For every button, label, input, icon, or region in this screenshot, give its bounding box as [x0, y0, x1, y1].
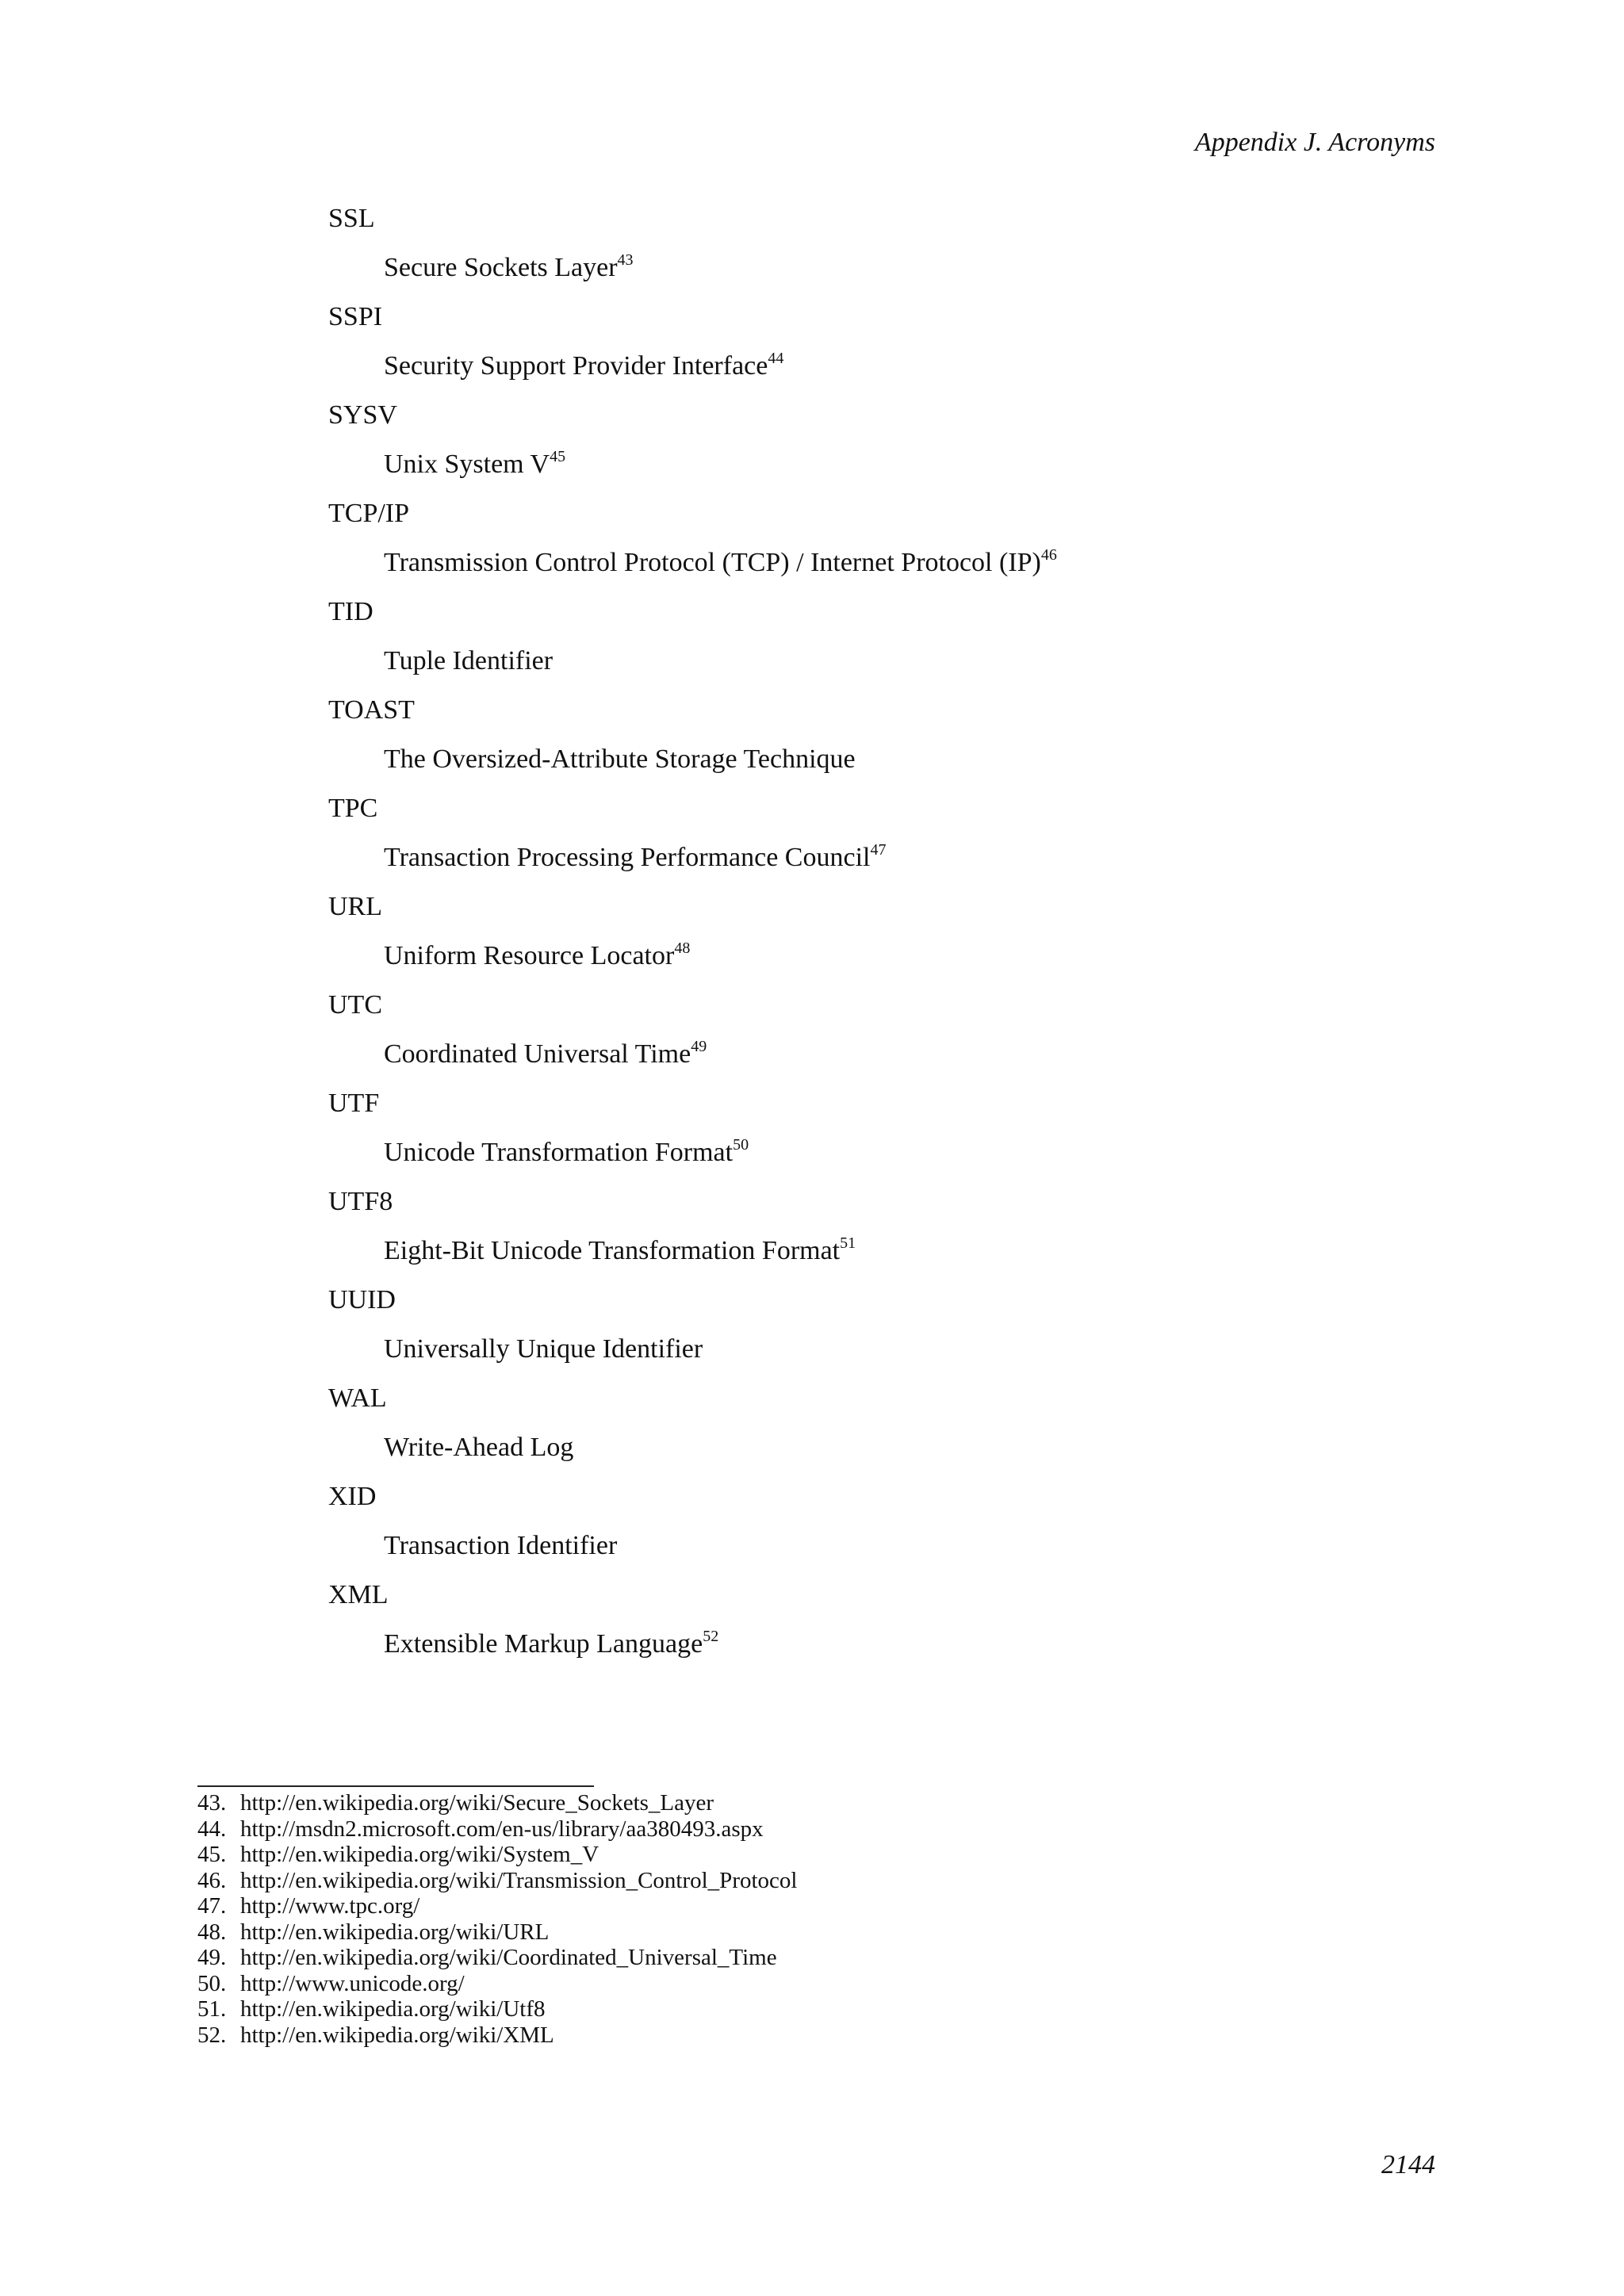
acronym-list [328, 194, 1518, 1669]
page-number: 2144 [1381, 2150, 1435, 2179]
definition-text: Eight-Bit Unicode Transformation Format [384, 1236, 841, 1265]
footnote-link[interactable]: http://en.wikipedia.org/wiki/URL [240, 1919, 550, 1945]
footnote-number: 48. [197, 1919, 227, 1945]
acronym-definition [328, 243, 1518, 293]
definition-text: Uniform Resource Locator [384, 941, 675, 970]
acronym-definition [328, 1325, 1518, 1374]
acronym-term: SYSV [328, 400, 397, 430]
footnote-link[interactable]: http://www.unicode.org/ [240, 1970, 465, 1996]
footnote-number: 44. [197, 1816, 227, 1842]
definition-text: Tuple Identifier [384, 646, 553, 675]
acronym-definition [328, 735, 1518, 784]
footnote-list [197, 1790, 1149, 2048]
acronym-entry [328, 194, 1518, 293]
acronym-term: UTC [328, 990, 382, 1020]
footnote-item [197, 1996, 1149, 2022]
acronym-term: TCP/IP [328, 499, 410, 528]
acronym-entry [328, 784, 1518, 882]
acronym-entry [328, 1079, 1518, 1177]
acronym-definition [328, 1521, 1518, 1571]
acronym-definition [328, 1030, 1518, 1079]
footnote-ref[interactable]: 48 [674, 939, 691, 957]
acronym-term: TID [328, 597, 373, 626]
acronym-definition [328, 637, 1518, 686]
acronym-term: XID [328, 1482, 377, 1511]
footnote-number: 43. [197, 1790, 227, 1816]
footnote-link[interactable]: http://en.wikipedia.org/wiki/Coordinated_Universal_Time [240, 1945, 777, 1970]
acronym-term: SSPI [328, 302, 383, 331]
footnote-item [197, 1816, 1149, 1843]
running-header: Appendix J. Acronyms [1194, 128, 1435, 157]
footnote-ref[interactable]: 46 [1040, 546, 1057, 564]
acronym-term: XML [328, 1580, 389, 1609]
acronym-term: UTF8 [328, 1187, 393, 1216]
definition-text: Universally Unique Identifier [384, 1334, 703, 1364]
footnote-number: 49. [197, 1945, 227, 1970]
definition-text: Transaction Identifier [384, 1531, 618, 1560]
acronym-definition [328, 538, 1518, 587]
acronym-definition [328, 440, 1518, 489]
footnote-ref[interactable]: 44 [768, 350, 784, 367]
footnote-item [197, 2022, 1149, 2049]
acronym-entry [328, 686, 1518, 784]
definition-text: Unicode Transformation Format [384, 1138, 733, 1167]
footnote-ref[interactable]: 49 [691, 1038, 707, 1055]
footnote-number: 46. [197, 1867, 227, 1893]
acronym-entry [328, 489, 1518, 587]
acronym-definition [328, 1226, 1518, 1276]
acronym-definition [328, 932, 1518, 981]
definition-text: Transmission Control Protocol (TCP) / Internet Protocol (IP) [384, 548, 1041, 577]
footnote-divider [197, 1785, 594, 1787]
footnote-ref[interactable]: 51 [840, 1234, 856, 1252]
footnote-ref[interactable]: 50 [733, 1136, 749, 1154]
acronym-term: SSL [328, 204, 375, 233]
footnote-link[interactable]: http://en.wikipedia.org/wiki/XML [240, 2022, 554, 2048]
footnote-link[interactable]: http://en.wikipedia.org/wiki/Secure_Sockets_Layer [240, 1790, 714, 1816]
footnote-link[interactable]: http://www.tpc.org/ [240, 1893, 420, 1919]
footnote-item [197, 1919, 1149, 1946]
acronym-entry [328, 293, 1518, 391]
acronym-entry [328, 391, 1518, 489]
acronym-entry [328, 882, 1518, 981]
acronym-term: TOAST [328, 695, 415, 725]
definition-text: Coordinated Universal Time [384, 1039, 691, 1069]
acronym-entry [328, 1571, 1518, 1669]
footnote-number: 47. [197, 1893, 227, 1919]
acronym-definition [328, 1423, 1518, 1472]
footnote-link[interactable]: http://en.wikipedia.org/wiki/System_V [240, 1842, 599, 1867]
footnote-ref[interactable]: 45 [550, 448, 566, 465]
footnote-number: 50. [197, 1970, 227, 1996]
acronym-entry [328, 587, 1518, 686]
footnote-ref[interactable]: 52 [703, 1628, 719, 1645]
acronym-entry [328, 1276, 1518, 1374]
footnote-ref[interactable]: 43 [617, 251, 634, 269]
acronym-term: UUID [328, 1285, 396, 1314]
acronym-entry [328, 1374, 1518, 1472]
acronym-term: UTF [328, 1089, 380, 1118]
definition-text: Unix System V [384, 450, 550, 479]
definition-text: The Oversized-Attribute Storage Technique [384, 744, 856, 774]
footnote-item [197, 1971, 1149, 1997]
footnote-item [197, 1868, 1149, 1894]
acronym-definition [328, 342, 1518, 391]
footnote-ref[interactable]: 47 [870, 841, 887, 859]
acronym-entry [328, 1472, 1518, 1571]
acronym-definition [328, 1620, 1518, 1669]
footnote-number: 51. [197, 1996, 227, 2022]
definition-text: Write-Ahead Log [384, 1433, 574, 1462]
acronym-definition [328, 1128, 1518, 1177]
footnote-number: 52. [197, 2022, 227, 2048]
acronym-term: TPC [328, 794, 378, 823]
acronym-term: WAL [328, 1383, 387, 1413]
definition-text: Extensible Markup Language [384, 1629, 703, 1659]
footnote-item [197, 1790, 1149, 1816]
footnote-link[interactable]: http://msdn2.microsoft.com/en-us/library/aa380493.aspx [240, 1816, 764, 1842]
footnote-item [197, 1893, 1149, 1919]
footnote-number: 45. [197, 1842, 227, 1867]
acronym-term: URL [328, 892, 382, 921]
definition-text: Transaction Processing Performance Council [384, 843, 871, 872]
footnote-item [197, 1842, 1149, 1868]
footnote-link[interactable]: http://en.wikipedia.org/wiki/Transmission_Control_Protocol [240, 1867, 798, 1893]
definition-text: Secure Sockets Layer [384, 253, 618, 282]
acronym-definition [328, 833, 1518, 882]
acronym-entry [328, 981, 1518, 1079]
definition-text: Security Support Provider Interface [384, 351, 768, 381]
footnote-link[interactable]: http://en.wikipedia.org/wiki/Utf8 [240, 1996, 546, 2022]
footnote-item [197, 1945, 1149, 1971]
acronym-entry [328, 1177, 1518, 1276]
